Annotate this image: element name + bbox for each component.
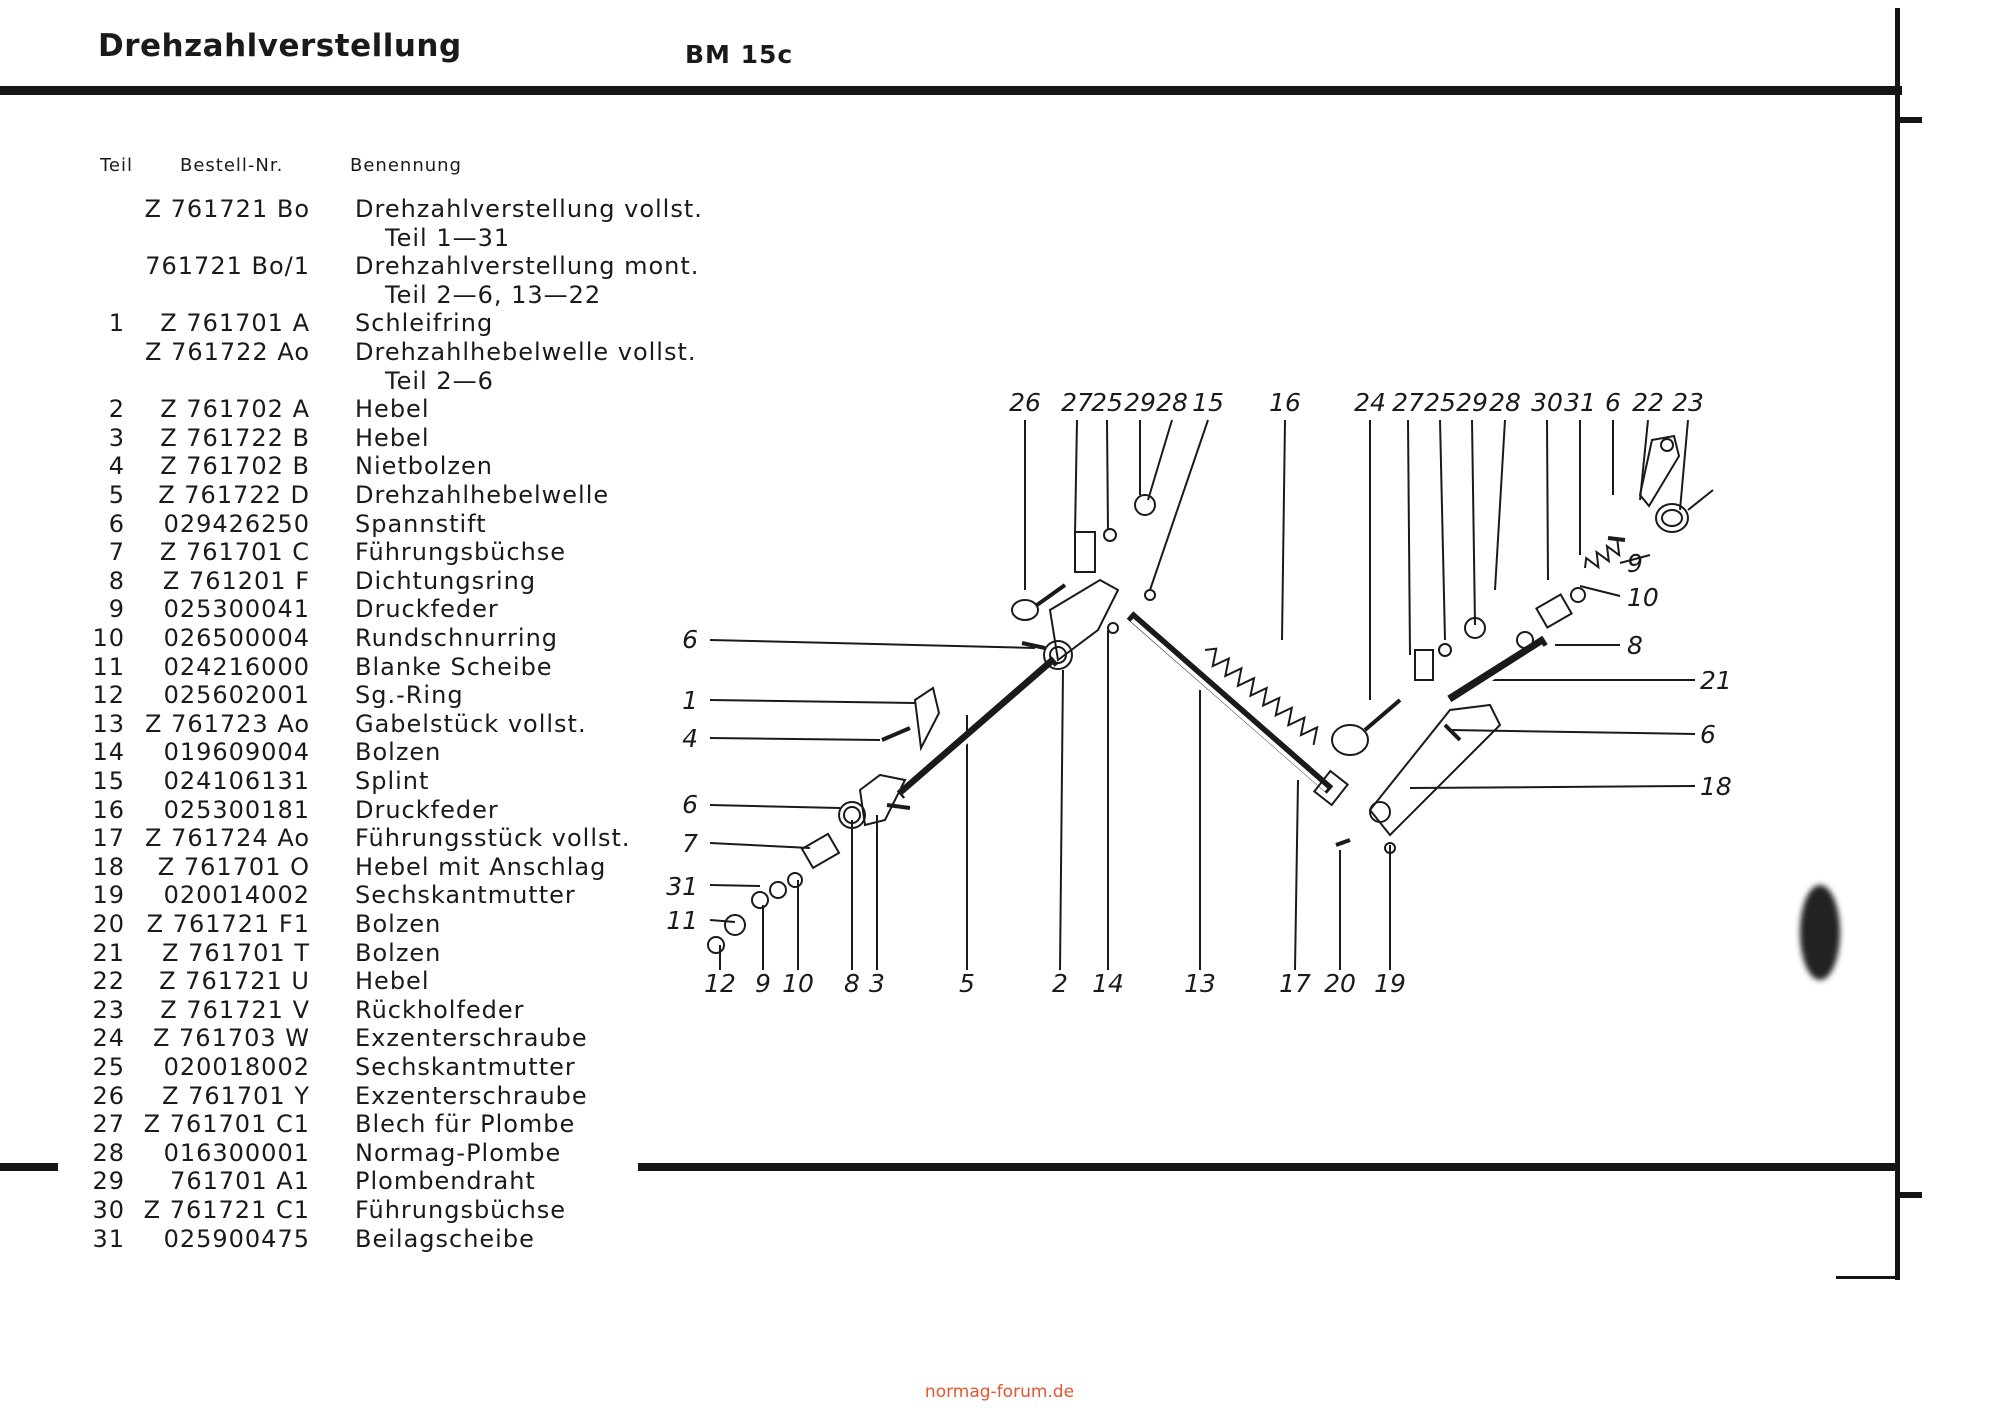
part-name-cell: Bolzen <box>355 910 442 938</box>
diagram-drawing <box>708 420 1713 970</box>
order-number-cell: Z 761702 B <box>160 452 310 481</box>
part-name-cell: Beilagscheibe <box>355 1224 535 1253</box>
part-name-cell: Blanke Scheibe <box>355 652 553 681</box>
table-row <box>0 281 740 310</box>
table-row <box>0 567 740 596</box>
callout-label: 20 <box>1324 969 1356 998</box>
order-number-cell: Z 761703 W <box>152 1024 310 1053</box>
part-name-cell: Bolzen <box>355 938 442 967</box>
order-number-cell: 025300041 <box>163 595 310 624</box>
callout-label: 23 <box>1672 388 1704 417</box>
part-name-cell: Rundschnurring <box>355 624 559 652</box>
table-row <box>0 796 740 825</box>
order-number-cell: Z 761701 A <box>160 309 310 338</box>
order-number-cell: 024216000 <box>163 652 310 681</box>
table-row <box>0 1139 740 1168</box>
part-number-cell: 5 <box>108 481 125 509</box>
order-number-cell: Z 761722 Ao <box>145 338 310 366</box>
part-name-cell: Führungsstück vollst. <box>355 824 631 853</box>
part-name-cell: Exzenterschraube <box>355 1081 588 1110</box>
part-number-cell: 20 <box>92 910 125 938</box>
part-name-cell: Teil 2—6, 13—22 <box>385 280 602 309</box>
callout-label: 2 <box>1052 969 1068 998</box>
callout-label: 27 <box>1392 388 1424 417</box>
order-number-cell: 024106131 <box>163 767 310 795</box>
callout-label: 30 <box>1531 388 1563 417</box>
part-name-cell: Druckfeder <box>355 795 499 824</box>
callout-label: 8 <box>844 969 860 998</box>
part-name-cell: Spannstift <box>355 509 487 538</box>
order-number-cell: Z 761701 Y <box>162 1081 310 1110</box>
table-row <box>0 624 740 653</box>
part-number-cell: 26 <box>92 1081 125 1110</box>
callout-label: 24 <box>1354 388 1386 417</box>
table-row <box>0 853 740 882</box>
callout-label: 5 <box>959 969 975 998</box>
part-number-cell: 10 <box>92 624 125 652</box>
part-name-cell: Nietbolzen <box>355 452 493 481</box>
part-name-cell: Drehzahlhebelwelle <box>355 481 610 509</box>
part-number-cell: 18 <box>92 852 125 881</box>
part-name-cell: Blech für Plombe <box>355 1110 576 1139</box>
table-row <box>0 881 740 910</box>
part-number-cell: 7 <box>108 538 125 567</box>
callout-label: 17 <box>1279 969 1311 998</box>
callout-label: 26 <box>1009 388 1041 417</box>
callout-label: 9 <box>755 969 771 998</box>
table-row <box>0 910 740 939</box>
part-number-cell: 14 <box>92 738 125 767</box>
order-number-cell: Z 761721 V <box>160 995 310 1024</box>
order-number-cell: Z 761722 D <box>158 481 310 509</box>
part-number-cell: 22 <box>92 967 125 996</box>
order-number-cell: Z 761701 O <box>157 852 310 881</box>
callout-label: 21 <box>1700 666 1732 695</box>
order-number-cell: 025900475 <box>163 1224 310 1253</box>
table-row <box>0 481 740 510</box>
table-row <box>0 195 740 224</box>
table-row <box>0 252 740 281</box>
callout-label: 9 <box>1627 549 1643 578</box>
right-border <box>1895 8 1900 1280</box>
header-rule <box>0 86 1902 95</box>
part-name-cell: Drehzahlhebelwelle vollst. <box>355 338 697 366</box>
part-name-cell: Teil 1—31 <box>385 223 511 252</box>
part-number-cell: 9 <box>108 595 125 624</box>
table-row <box>0 1110 740 1139</box>
column-header-bestell-nr: Bestell-Nr. <box>180 155 284 176</box>
part-number-cell: 25 <box>92 1053 125 1081</box>
callout-label: 25 <box>1091 388 1123 417</box>
part-number-cell: 2 <box>108 395 125 424</box>
order-number-cell: Z 761722 B <box>160 423 310 452</box>
callout-label: 18 <box>1700 772 1732 801</box>
parts-list <box>0 195 740 1275</box>
table-row <box>0 996 740 1025</box>
part-name-cell: Schleifring <box>355 309 494 338</box>
right-tab-top <box>1900 117 1922 123</box>
callout-label: 1 <box>682 686 698 715</box>
part-number-cell: 31 <box>92 1224 125 1253</box>
scan-smudge <box>1800 885 1840 980</box>
callout-label: 15 <box>1192 388 1224 417</box>
table-row <box>0 338 740 367</box>
part-number-cell: 8 <box>108 566 125 595</box>
table-row <box>0 738 740 767</box>
part-number-cell: 29 <box>92 1167 125 1196</box>
callout-label: 14 <box>1092 969 1124 998</box>
callout-label: 12 <box>704 969 736 998</box>
part-name-cell: Splint <box>355 767 430 795</box>
right-tab-bottom <box>1900 1192 1922 1198</box>
callout-label: 29 <box>1456 388 1488 417</box>
part-number-cell: 17 <box>92 824 125 853</box>
table-row <box>0 1167 740 1196</box>
order-number-cell: Z 761721 C1 <box>143 1196 310 1224</box>
part-name-cell: Exzenterschraube <box>355 1024 588 1053</box>
callout-label: 31 <box>666 872 698 901</box>
part-name-cell: Bolzen <box>355 738 442 767</box>
table-row <box>0 595 740 624</box>
order-number-cell: Z 761701 T <box>162 938 310 967</box>
part-number-cell: 3 <box>108 423 125 452</box>
model-designation: BM 15c <box>685 40 794 69</box>
order-number-cell: Z 761701 C1 <box>143 1110 310 1139</box>
part-name-cell: Normag-Plombe <box>355 1138 562 1167</box>
callout-label: 7 <box>682 829 698 858</box>
part-name-cell: Hebel <box>355 395 430 424</box>
callout-label: 29 <box>1124 388 1156 417</box>
table-row <box>0 1196 740 1225</box>
part-name-cell: Hebel <box>355 423 430 452</box>
part-number-cell: 23 <box>92 995 125 1024</box>
table-row <box>0 710 740 739</box>
part-name-cell: Führungsbüchse <box>355 538 567 567</box>
part-number-cell: 1 <box>108 309 125 338</box>
part-number-cell: 27 <box>92 1110 125 1139</box>
callout-label: 8 <box>1627 631 1643 660</box>
part-name-cell: Sechskantmutter <box>355 881 576 910</box>
page-title: Drehzahlverstellung <box>98 28 462 64</box>
column-header-benennung: Benennung <box>350 155 462 176</box>
table-row <box>0 681 740 710</box>
order-number-cell: 016300001 <box>163 1138 310 1167</box>
table-row <box>0 653 740 682</box>
callout-label: 25 <box>1424 388 1456 417</box>
order-number-cell: Z 761721 Bo <box>144 195 310 223</box>
order-number-cell: Z 761723 Ao <box>145 709 310 738</box>
part-name-cell: Dichtungsring <box>355 566 537 595</box>
part-name-cell: Rückholfeder <box>355 995 525 1024</box>
order-number-cell: 025602001 <box>163 681 310 710</box>
part-number-cell: 6 <box>108 509 125 538</box>
part-name-cell: Hebel <box>355 967 430 996</box>
table-row <box>0 824 740 853</box>
order-number-cell: Z 761721 U <box>159 967 310 996</box>
part-name-cell: Plombendraht <box>355 1167 536 1196</box>
order-number-cell: Z 761724 Ao <box>145 824 310 853</box>
callout-label: 6 <box>1605 388 1621 417</box>
order-number-cell: 761721 Bo/1 <box>145 252 310 281</box>
bottom-right-rule <box>1836 1276 1900 1279</box>
table-row <box>0 424 740 453</box>
table-row <box>0 395 740 424</box>
order-number-cell: 020018002 <box>163 1053 310 1081</box>
part-name-cell: Teil 2—6 <box>385 366 494 395</box>
part-number-cell: 24 <box>92 1024 125 1053</box>
part-name-cell: Sechskantmutter <box>355 1053 576 1081</box>
part-number-cell: 15 <box>92 767 125 795</box>
callout-label: 6 <box>1700 720 1716 749</box>
part-number-cell: 4 <box>108 452 125 481</box>
table-row <box>0 767 740 796</box>
part-name-cell: Gabelstück vollst. <box>355 709 587 738</box>
order-number-cell: Z 761721 F1 <box>146 910 310 938</box>
part-name-cell: Sg.-Ring <box>355 681 464 710</box>
part-number-cell: 21 <box>92 938 125 967</box>
callout-label: 6 <box>682 790 698 819</box>
part-name-cell: Hebel mit Anschlag <box>355 852 607 881</box>
table-row <box>0 538 740 567</box>
table-row <box>0 1082 740 1111</box>
part-number-cell: 11 <box>92 652 125 681</box>
order-number-cell: Z 761201 F <box>162 566 310 595</box>
part-name-cell: Druckfeder <box>355 595 499 624</box>
table-row <box>0 309 740 338</box>
part-number-cell: 16 <box>92 795 125 824</box>
order-number-cell: Z 761701 C <box>159 538 310 567</box>
table-row <box>0 1024 740 1053</box>
callout-label: 3 <box>869 969 885 998</box>
table-row <box>0 967 740 996</box>
table-row <box>0 1225 740 1254</box>
order-number-cell: 761701 A1 <box>170 1167 310 1196</box>
order-number-cell: 026500004 <box>163 624 310 652</box>
callout-label: 6 <box>682 625 698 654</box>
callout-label: 31 <box>1564 388 1596 417</box>
order-number-cell: 029426250 <box>163 509 310 538</box>
lower-rule-right <box>638 1163 1895 1171</box>
callout-label: 27 <box>1061 388 1093 417</box>
part-name-cell: Führungsbüchse <box>355 1196 567 1224</box>
callout-label: 28 <box>1156 388 1188 417</box>
callout-label: 10 <box>782 969 814 998</box>
part-number-cell: 12 <box>92 681 125 710</box>
footer-watermark: normag-forum.de <box>924 1382 1075 1402</box>
callout-label: 11 <box>666 906 698 935</box>
callout-label: 22 <box>1632 388 1664 417</box>
order-number-cell: 025300181 <box>163 795 310 824</box>
part-name-cell: Drehzahlverstellung mont. <box>355 252 700 281</box>
table-row <box>0 1053 740 1082</box>
callout-label: 19 <box>1374 969 1406 998</box>
table-row <box>0 939 740 968</box>
part-number-cell: 13 <box>92 709 125 738</box>
order-number-cell: 020014002 <box>163 881 310 910</box>
callout-label: 10 <box>1627 583 1659 612</box>
column-header-teil: Teil <box>100 155 134 176</box>
order-number-cell: 019609004 <box>163 738 310 767</box>
exploded-parts-diagram <box>660 370 1740 1010</box>
table-row <box>0 510 740 539</box>
part-number-cell: 19 <box>92 881 125 910</box>
callout-label: 4 <box>682 724 698 753</box>
part-number-cell: 28 <box>92 1138 125 1167</box>
callout-label: 28 <box>1489 388 1521 417</box>
part-name-cell: Drehzahlverstellung vollst. <box>355 195 703 223</box>
callout-label: 13 <box>1184 969 1216 998</box>
callout-label: 16 <box>1269 388 1301 417</box>
table-row <box>0 452 740 481</box>
table-row <box>0 224 740 253</box>
part-number-cell: 30 <box>92 1196 125 1224</box>
table-row <box>0 367 740 396</box>
order-number-cell: Z 761702 A <box>160 395 310 424</box>
